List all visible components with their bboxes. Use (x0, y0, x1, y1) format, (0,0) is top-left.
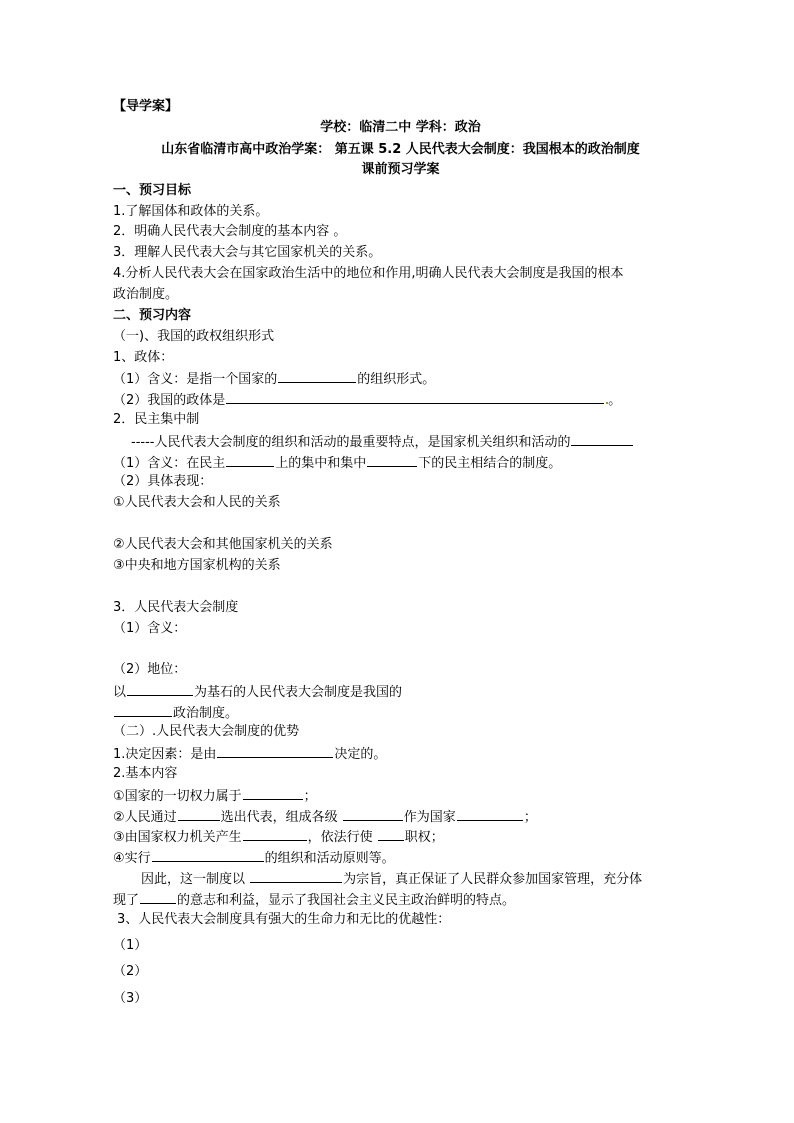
doc-tag: 【导学案】 (113, 99, 179, 114)
text-fragment: 以 (113, 685, 127, 700)
part2-title: （二）.人民代表大会制度的优势 (113, 724, 300, 739)
fill-line (113, 785, 688, 807)
question-line: 1、政体： (113, 350, 174, 365)
text-fragment: 1.决定因素：是由 (113, 747, 217, 762)
fill-line (141, 868, 716, 890)
text-fragment: ④实行 (113, 851, 151, 866)
text-fragment: 的意志和利益，显示了我国社会主义民主政治鲜明的特点。 (177, 893, 516, 908)
text-fragment: 现了 (113, 893, 140, 908)
text-fragment: 的组织形式。 (357, 372, 436, 387)
goal-item: 政治制度。 (113, 287, 179, 302)
text-fragment: 。 (608, 393, 622, 408)
text-fragment: ； (523, 810, 537, 825)
answer-blank[interactable] (217, 743, 333, 758)
text-fragment: （1）含义：是指一个国家的 (113, 372, 278, 387)
text-fragment: ； (303, 789, 317, 804)
goal-item: 4.分析人民代表大会在国家政治生活中的地位和作用,明确人民代表大会制度是我国的根本 (113, 266, 624, 281)
school-line: 学校：临清二中 学科：政治 (320, 120, 481, 135)
fill-line (131, 431, 706, 453)
fill-line (113, 743, 688, 765)
relation-item: ②人民代表大会和其他国家机关的关系 (113, 537, 333, 552)
goal-item: 2．明确人民代表大会制度的基本内容 。 (113, 224, 347, 239)
section-heading-goals: 一、预习目标 (113, 183, 192, 198)
fill-line (113, 702, 688, 724)
answer-blank[interactable] (140, 889, 176, 904)
goal-item: 1.了解国体和政体的关系。 (113, 204, 269, 219)
text-fragment: 政治制度。 (173, 706, 239, 721)
question-line: 3．人民代表大会制度 (113, 600, 239, 615)
question-line: 3、人民代表大会制度具有强大的生命力和无比的优越性： (117, 912, 451, 927)
answer-blank[interactable] (226, 389, 604, 404)
question-line: 2.基本内容 (113, 766, 178, 781)
goal-item: 3．理解人民代表大会与其它国家机关的关系。 (113, 245, 382, 260)
answer-blank[interactable] (152, 847, 264, 862)
fill-line (113, 889, 688, 911)
text-fragment: 因此，这一制度以 (141, 872, 250, 887)
fill-line (113, 806, 688, 828)
doc-subtitle: 课前预习学案 (361, 162, 440, 177)
answer-blank[interactable] (250, 868, 342, 883)
answer-blank[interactable] (243, 826, 307, 841)
text-fragment: 决定的。 (334, 747, 387, 762)
answer-blank[interactable] (278, 368, 356, 383)
answer-item: （1） (113, 938, 148, 953)
answer-blank[interactable] (571, 431, 633, 446)
question-line: （2）具体表现： (113, 474, 213, 489)
fill-line (113, 847, 688, 869)
text-fragment: ①国家的一切权力属于 (113, 789, 242, 804)
text-fragment: ②人民通过 (113, 810, 177, 825)
answer-blank[interactable] (457, 806, 523, 821)
text-fragment: 为基石的人民代表大会制度是我国的 (194, 685, 403, 700)
fill-line (113, 452, 688, 474)
answer-blank[interactable] (367, 452, 417, 467)
text-fragment: （2）我国的政体是 (113, 393, 226, 408)
question-line: （2）地位： (113, 662, 187, 677)
text-fragment: 下的民主相结合的制度。 (418, 456, 562, 471)
fill-line (113, 368, 688, 390)
answer-blank[interactable] (243, 785, 303, 800)
text-fragment: 上的集中和集中 (275, 456, 367, 471)
text-fragment: 的组织和活动原则等。 (264, 851, 395, 866)
text-fragment: 作为国家 (403, 810, 456, 825)
answer-item: （3） (113, 991, 148, 1006)
section-heading-content: 二、预习内容 (113, 308, 192, 323)
answer-item: （2） (113, 964, 148, 979)
fill-line (113, 389, 688, 411)
fill-line (113, 826, 688, 848)
answer-blank[interactable] (178, 806, 220, 821)
question-line: （1）含义： (113, 621, 187, 636)
relation-item: ③中央和地方国家机构的关系 (113, 558, 281, 573)
answer-blank[interactable] (378, 826, 404, 841)
text-fragment: 职权； (404, 830, 444, 845)
answer-blank[interactable] (226, 452, 274, 467)
text-fragment: ③由国家权力机关产生 (113, 830, 242, 845)
text-fragment: （1）含义：在民主 (113, 456, 226, 471)
part1-title: （一)、我国的政权组织形式 (113, 329, 275, 344)
answer-blank[interactable] (343, 806, 403, 821)
text-fragment: -----人民代表大会制度的组织和活动的最重要特点，是国家机关组织和活动的 (131, 435, 571, 450)
question-line: 2．民主集中制 (113, 412, 200, 427)
text-fragment: ，依法行使 (307, 830, 377, 845)
text-fragment: 为宗旨，真正保证了人民群众参加国家管理，充分体 (343, 872, 643, 887)
answer-blank[interactable] (114, 702, 172, 717)
text-fragment: 选出代表，组成各级 (220, 810, 342, 825)
answer-blank[interactable] (127, 681, 193, 696)
relation-item: ①人民代表大会和人民的关系 (113, 495, 281, 510)
doc-title: 山东省临清市高中政治学案： 第五课 5.2 人民代表大会制度：我国根本的政治制度 (161, 142, 640, 157)
fill-line (113, 681, 688, 703)
